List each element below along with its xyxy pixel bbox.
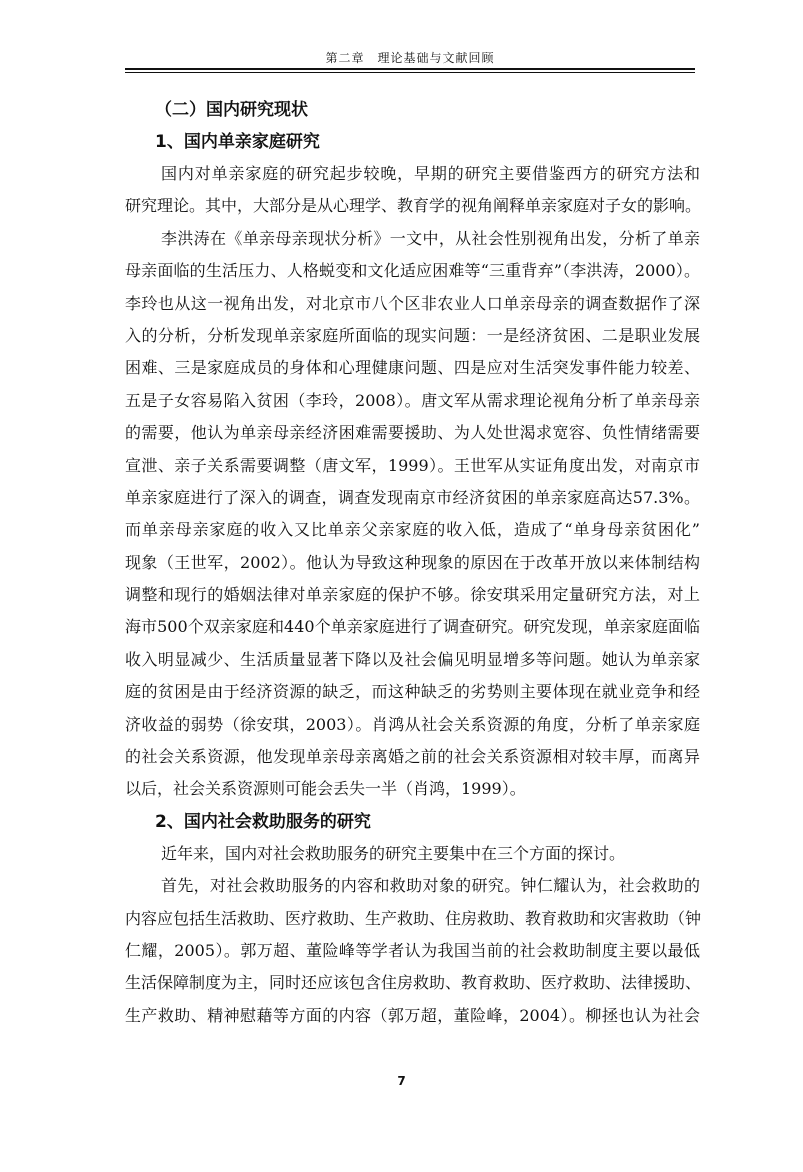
header-rule-thin	[125, 72, 695, 73]
running-header: 第二章 理论基础与文献回顾	[325, 51, 495, 65]
subsection-heading: 2、国内社会救助服务的研究	[155, 811, 371, 832]
text-line: 内容应包括生活救助、医疗救助、生产救助、住房救助、教育救助和灾害救助（钟	[125, 908, 702, 928]
text-line: 仁耀，2005）。郭万超、董险峰等学者认为我国当前的社会救助制度主要以最低	[125, 940, 700, 960]
header-rule	[125, 68, 695, 70]
body-text	[125, 94, 700, 1032]
text-line: 近年来，国内对社会救助服务的研究主要集中在三个方面的探讨。	[161, 843, 626, 863]
text-line: 生产救助、精神慰藉等方面的内容（郭万超，董险峰，2004）。柳拯也认为社会	[125, 1005, 700, 1025]
text-line: 母亲面临的生活压力、人格蜕变和文化适应困难等“三重背弃”（李洪涛，2000）。	[125, 261, 700, 281]
text-line: 生活保障制度为主，同时还应该包含住房救助、教育救助、医疗救助、法律援助、	[125, 973, 702, 993]
text-line: 济收益的弱势（徐安琪，2003）。肖鸿从社会关系资源的角度，分析了单亲家庭	[125, 714, 700, 734]
text-line: 海市500个双亲家庭和440个单亲家庭进行了调查研究。研究发现，单亲家庭面临	[125, 617, 700, 637]
text-line: 调整和现行的婚姻法律对单亲家庭的保护不够。徐安琪采用定量研究方法，对上	[125, 585, 700, 605]
text-line: 单亲家庭进行了深入的调查，调查发现南京市经济贫困的单亲家庭高达57.3%。	[125, 487, 700, 507]
paragraph	[125, 158, 700, 223]
text-line: 李洪涛在《单亲母亲现状分析》一文中，从社会性别视角出发，分析了单亲	[161, 228, 700, 248]
text-line: 五是子女容易陷入贫困（李玲，2008）。唐文军从需求理论视角分析了单亲母亲	[125, 390, 700, 410]
text-line: 庭的贫困是由于经济资源的缺乏，而这种缺乏的劣势则主要体现在就业竞争和经	[125, 682, 700, 702]
paragraph	[125, 870, 700, 1032]
paragraph	[125, 838, 700, 870]
text-line: 而单亲母亲家庭的收入又比单亲父亲家庭的收入低，造成了“单身母亲贫困化”	[125, 520, 700, 540]
text-line: 的社会关系资源，他发现单亲母亲离婚之前的社会关系资源相对较丰厚，而离异	[125, 747, 700, 767]
text-line: 首先，对社会救助服务的内容和救助对象的研究。钟仁耀认为，社会救助的	[161, 876, 700, 896]
text-line: 以后，社会关系资源则可能会丢失一半（肖鸿，1999）。	[125, 779, 526, 799]
section-heading: （二）国内研究现状	[155, 100, 308, 120]
text-line: 李玲也从这一视角出发，对北京市八个区非农业人口单亲母亲的调查数据作了深	[125, 293, 700, 313]
page-number: 7	[397, 1074, 406, 1088]
subsection-heading: 1、国内单亲家庭研究	[155, 132, 320, 152]
text-line: 入的分析，分析发现单亲家庭所面临的现实问题：一是经济贫困、二是职业发展	[125, 325, 700, 345]
text-line: 困难、三是家庭成员的身体和心理健康问题、四是应对生活突发事件能力较差、	[125, 358, 700, 378]
text-line: 宣泄、亲子关系需要调整（唐文军，1999）。王世军从实证角度出发，对南京市	[125, 455, 700, 475]
text-line: 国内对单亲家庭的研究起步较晚，早期的研究主要借鉴西方的研究方法和	[161, 164, 700, 183]
text-line: 的需要，他认为单亲母亲经济困难需要援助、为人处世渴求宽容、负性情绪需要	[125, 423, 700, 443]
text-line: 研究理论。其中，大部分是从心理学、教育学的视角阐释单亲家庭对子女的影响。	[125, 196, 702, 216]
paragraph	[125, 223, 700, 806]
text-line: 收入明显减少、生活质量显著下降以及社会偏见明显增多等问题。她认为单亲家	[125, 649, 700, 669]
text-line: 现象（王世军，2002）。他认为导致这种现象的原因在于改革开放以来体制结构	[125, 552, 700, 572]
